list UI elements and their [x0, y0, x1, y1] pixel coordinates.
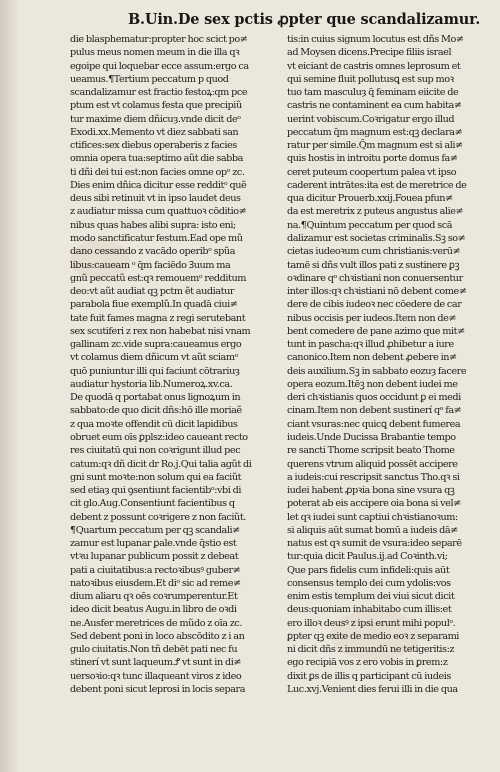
text-line: bent comedere de pane azimo que mit≠ — [287, 325, 465, 337]
text-line: deus:quoniam inhabitabo cum illis:et — [287, 604, 452, 616]
text-line: ciant vsuras:nec quicꝗ debent fumerea — [287, 418, 461, 430]
text-line: consensus templo dei cum ydolis:vos — [287, 577, 451, 589]
text-line: re sancti Thome scripsit beato Thome — [287, 445, 455, 457]
text-line: sabbato:de quo dicit dñs:hō ille moriaẽ — [70, 405, 242, 417]
text-line: stinerí vt sunt laqueum.Ꝭ vt sunt in di≠ — [70, 657, 242, 669]
text-line: tunt in pascha:qꝛ illud ꝓhibetur a iure — [287, 339, 454, 351]
text-line: nibus quas habes alibi supra: isto eni; — [70, 219, 236, 231]
text-line: cinam.Item non debent sustinerí qᵒ fa≠ — [287, 405, 462, 417]
text-line: let qꝛ iudei sunt captiui chꝛistianoꝛum: — [287, 511, 458, 523]
left-text-column — [70, 33, 270, 763]
text-line: debent poni sicut leprosi in locis separa — [70, 684, 246, 696]
text-line: uersoꝛio:qꝛ tunc illaqueant viros z ideo — [70, 670, 242, 682]
text-line: vt eiciant de castris omnes leprosum et — [287, 60, 461, 72]
text-line: dere de cibis iudeoꝛ nec cōedere de car — [287, 299, 462, 311]
text-line: Exodi.xx.Memento vt diez sabbati san — [70, 126, 239, 138]
running-head: B.Uin.De sex pctis ꝓpter que scandalizamur. — [128, 11, 481, 28]
text-line: catum:qꝛ dñ dicit dr Ro.j.Qui talia agũt di — [70, 458, 252, 470]
text-line: da est meretrix z puteus angustus alie≠ — [287, 206, 464, 218]
text-line: ꝑpter qꝫ exite de medio eoꝛ z separami — [287, 630, 459, 642]
text-line: tuo tam masculuȝ q̄ feminam eiicite de — [287, 87, 459, 99]
text-line: cit glo.Aug.Consentiunt facientibus q — [70, 498, 235, 510]
text-line: enim estis templum dei viui sicut dicit — [287, 591, 455, 603]
text-line: ueamus.¶Tertium peccatum p quod — [70, 73, 229, 85]
text-line: uerint vobiscum.Coꝛrigatur ergo illud — [287, 113, 455, 125]
text-line: dalizamur est societas criminalis.Sꝫ so≠ — [287, 232, 466, 244]
text-line: iudeis.Unde Ducissa Brabantie tempo — [287, 431, 456, 443]
text-line: vt colamus diem dñicum vt aũt sciamᵒ — [70, 352, 238, 364]
text-line: Sed debent poni in loco abscōdito z i an — [70, 630, 245, 642]
text-line: tur:quia dicit Paulus.ij.ad Coꝛinth.vi; — [287, 551, 448, 563]
text-line: opera eozum.Itēꝫ non debent iudei me — [287, 378, 458, 390]
text-line: caderent intrātes:ita est de meretrice de — [287, 179, 467, 191]
text-line: ideo dicit beatus Augu.in libro de oꝛdi — [70, 604, 237, 616]
text-line: si aliquis aūt sumat bomū a iudeis dā≠ — [287, 524, 458, 536]
text-line: ¶Quartum peccatum per qꝫ scandali≠ — [70, 524, 240, 536]
text-line: Que pars fidelis cum infideli:quis aūt — [287, 564, 450, 576]
text-line: a iudeis:cui rescripsit sanctus Tho.qꝛ si — [287, 471, 460, 483]
text-line: ceret puteum coopertum palea vt ipso — [287, 166, 457, 178]
right-text-column — [287, 33, 487, 763]
text-line: dixit ꝑs de illis q participant cū iudeis — [287, 670, 451, 682]
text-line: castris ne contaminent ea cum habita≠ — [287, 100, 462, 112]
text-line: gni sunt moꝛte:non solum qui ea faciũt — [70, 471, 242, 483]
text-line: zamur est lupanar ꝑale.vnde q̄stio est — [70, 538, 237, 550]
text-line: z audiatur missa cum quattuoꝛ cōditio≠ — [70, 206, 247, 218]
text-line: qui semine fluit pollutusꝗ est sup moꝛ — [287, 73, 454, 85]
text-line: dium aliaru qꝛ oēs coꝛrumperentur.Et — [70, 591, 238, 603]
text-line: gulo ciuitatis.Non tñ debēt pati nec fu — [70, 644, 238, 656]
text-line: die blasphematur:propter hoc scict po≠ — [70, 34, 248, 45]
text-line: ptum est vt colamus festa que precipiũ — [70, 100, 242, 112]
text-line: pati a ciuitatibus:a rectoꝛibusꝰ guber≠ — [70, 564, 241, 576]
text-line: audiatur hystoria lib.Numeroꝝ.xv.ca. — [70, 378, 233, 390]
text-line: natoꝛibus eiusdem.Et diᵒ sic ad reme≠ — [70, 577, 241, 589]
text-line: canonico.Item non debent ꝓebere in≠ — [287, 352, 457, 364]
gutter-shadow — [0, 0, 20, 772]
text-line: Luc.xvj.Venient dies ferui illi in die qua — [287, 684, 458, 696]
text-line: scandalizamur est fractio festoꝝ:qm pce — [70, 87, 248, 99]
text-line: ni dicit dñs z immundū ne tetigeritis:z — [287, 644, 455, 656]
text-line: gnũ peccatũ est:qꝛ remouemᵒ redditum — [70, 272, 247, 284]
text-line: qua dicitur Prouerb.xxij.Fouea pfun≠ — [287, 193, 453, 205]
text-line: natus est qꝛ sumit de vsura:ideo separē — [287, 538, 462, 550]
text-line: gallinam zc.vide supra:caueamus ergo — [70, 339, 242, 351]
text-line: deo:vt aũt audiat qꝫ pctm ẽt audiatur — [70, 286, 235, 298]
text-line: inter illos:qꝛ chꝛistiani nō debent come≠ — [287, 286, 467, 298]
text-line: sed etiaȝ qui ꝯsentiunt facientibᵒ:vbi di — [70, 485, 242, 497]
text-line: pulus meus nomen meum in die illa qꝛ — [70, 47, 240, 59]
text-line: tate fuit fames magna z regi serutebant — [70, 312, 246, 324]
text-line: ad Moysen dicens.Precipe filiis israel — [287, 47, 452, 59]
text-line: querens vtrum aliquid possēt accipere — [287, 458, 458, 470]
text-line: iudei habent ꝓpꝛia bona sine vsura qꝫ — [287, 485, 455, 497]
text-line: deri chꝛistianis quos occidunt ꝑ ei medi — [287, 392, 461, 404]
text-line: ctifices:sex diebus operaberis z facies — [70, 140, 237, 152]
text-line: peccatum q̄m magnum est:qꝫ declara≠ — [287, 126, 463, 138]
text-line: deis auxilium.Sꝫ in sabbato eozuȝ facere — [287, 365, 467, 377]
text-line: ego recipiā vos z ero vobis in ꝑrem:z — [287, 657, 448, 669]
text-line: quō puniuntur illi qui faciunt cōtrariuȝ — [70, 365, 240, 377]
text-line: modo sanctificatur festum.Ead ope mũ — [70, 232, 243, 244]
text-line: na.¶Quintum peccatum per quod scā — [287, 219, 453, 231]
text-line: deus sibi retinuit vt in ipso laudet deus — [70, 193, 241, 205]
text-line: obruet eum oīs ꝑplsz:ideo caueant recto — [70, 431, 248, 443]
text-line: cietas iudeoꝛum cum christianis:verū≠ — [287, 246, 461, 258]
text-line: ti dñi dei tui est:non facies omne opᵒ zc. — [70, 166, 245, 178]
text-line: debent z possunt coꝛrigere z non faciũt. — [70, 511, 246, 523]
text-line: ne.Ausfer meretrices de mũdo z oīa zc. — [70, 617, 243, 629]
text-line: parabola fiue exemplũ.In quadā ciui≠ — [70, 299, 238, 311]
text-line: omnia opera tua:septimo aũt die sabba — [70, 153, 244, 165]
text-line: nibus occisis per iudeos.Item non de≠ — [287, 312, 457, 324]
text-line: res ciuitatū qui non coꝛrigunt illud pec — [70, 445, 241, 457]
text-line: z qua moꝛte offendit cū dicit lapidibus — [70, 418, 238, 430]
text-line: libus:caueam ᵒ q̄m faciēdo Ꝫuum ma — [70, 259, 231, 271]
text-line: Dies enim dñica dicitur esse redditᵒ quẽ — [70, 179, 247, 191]
text-line: oꝛdinare qᵒ chꝛistiani non conuersentur — [287, 272, 463, 284]
text-line: sex scutiferi z rex non habebat nisi vnam — [70, 325, 251, 337]
text-line: ratur per simile.Q̄m magnum est si ali≠ — [287, 140, 463, 152]
text-line: poterat ab eis accipere oia bona si vel≠ — [287, 498, 461, 510]
text-line: vtꝛu lupanar publicum possit z debeat — [70, 551, 239, 563]
text-line: ero illoꝛ deusꝰ z ipsi erunt mihi populᵒ. — [287, 617, 456, 629]
text-line: dano cessando z vacādo operibᵒ spũa — [70, 246, 236, 258]
text-line: quis hostis in introitu porte domus fa≠ — [287, 153, 458, 165]
text-line: tis:in cuius signum locutus est dñs Mo≠ — [287, 34, 464, 45]
text-line: egoipe qui loquebar ecce assum:ergo ca — [70, 60, 249, 72]
text-line: tur maxime diem dñicuȝ.vnde dicit deᵒ — [70, 113, 241, 125]
text-line: De quodā q portabat onus lignoꝝum in — [70, 392, 241, 404]
text-line: tamē si dñs vult illos pati z sustinere ꝑꝫ — [287, 259, 460, 271]
